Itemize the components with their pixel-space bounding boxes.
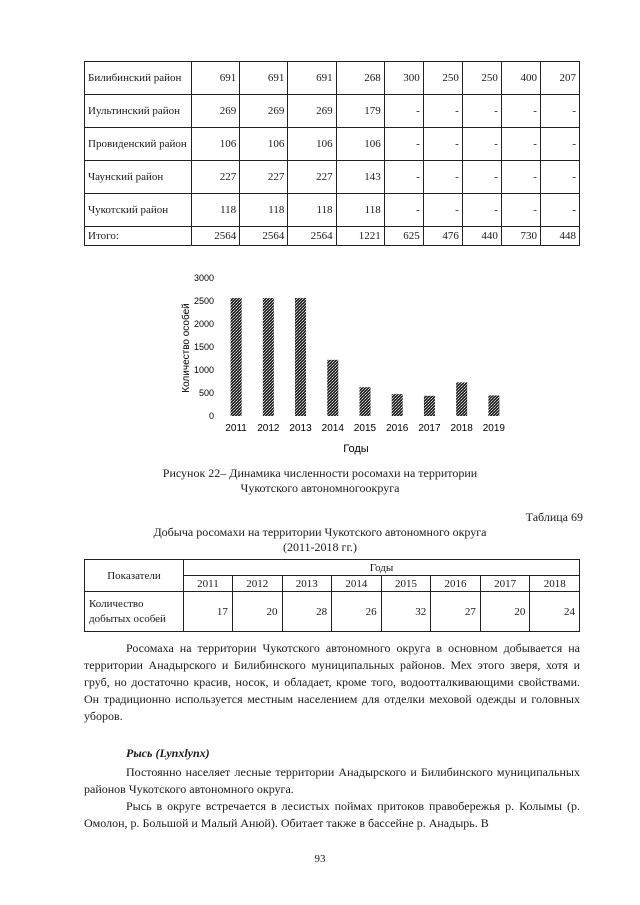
y-tick-label: 3000 — [193, 273, 214, 283]
x-tick-label: 2018 — [450, 423, 473, 434]
bar-2018 — [456, 382, 467, 416]
section-heading-lynx: Рысь (Lynxlynx) — [126, 746, 210, 760]
table-cell: 143 — [336, 161, 384, 194]
table-number: Таблица 69 — [525, 510, 583, 524]
table-cell: 32 — [381, 592, 431, 632]
table-cell: 691 — [192, 62, 240, 95]
figure-caption-line1: Рисунок 22– Динамика численности росомахи на территории — [162, 466, 478, 480]
bar-2017 — [424, 396, 435, 416]
table-cell: - — [462, 194, 501, 227]
table-cell: 625 — [384, 227, 423, 246]
y-tick-label: 1000 — [193, 365, 214, 375]
table-cell: 20 — [480, 592, 530, 632]
table-cell: - — [501, 128, 540, 161]
bar-2013 — [295, 298, 306, 416]
y-tick-label: 2500 — [193, 296, 214, 306]
district-name: Билибинский район — [85, 62, 192, 95]
table-cell: 250 — [462, 62, 501, 95]
table-row — [85, 194, 580, 227]
table-cell: 24 — [530, 592, 580, 632]
year-header: 2015 — [381, 576, 431, 592]
table-cell: 20 — [232, 592, 282, 632]
table-cell: 440 — [462, 227, 501, 246]
table-title-line2: (2011-2018 гг.) — [282, 540, 358, 554]
bar-2011 — [231, 298, 242, 416]
table-cell: - — [384, 161, 423, 194]
table-total-row — [85, 227, 580, 246]
table-row — [85, 592, 580, 632]
row-label: Количество добытых особей — [85, 592, 184, 632]
x-tick-label: 2015 — [353, 423, 377, 434]
table-cell: 17 — [184, 592, 233, 632]
table-row — [85, 161, 580, 194]
table-cell: - — [384, 194, 423, 227]
table-cell: 250 — [423, 62, 462, 95]
page-number: 93 — [314, 853, 326, 865]
table-cell: 106 — [336, 128, 384, 161]
paragraph-lynx-habitat: Постоянно населяет лесные территории Анадырского и Билибинского муниципальных районов Чукотского автономного округа. — [84, 765, 580, 796]
year-header: 2017 — [480, 576, 530, 592]
table-cell: 269 — [192, 95, 240, 128]
x-axis-label: Годы — [343, 443, 369, 455]
table-cell: 2564 — [240, 227, 288, 246]
table-cell: 2564 — [192, 227, 240, 246]
paragraph-lynx-range: Рысь в округе встречается в лесистых поймах притоков правобережья р. Колымы (р. Омолон, р. Большой и Малый Анюй). Обитает также в бассейне р. Анадырь. В — [84, 799, 580, 830]
table-cell: - — [501, 194, 540, 227]
table-cell: - — [540, 161, 579, 194]
population-bar-chart — [168, 268, 518, 458]
x-tick-label: 2013 — [289, 423, 312, 434]
table-cell: 207 — [540, 62, 579, 95]
y-tick-label: 500 — [198, 388, 214, 398]
bar-2014 — [327, 360, 338, 416]
bar-2015 — [360, 387, 371, 416]
table-cell: - — [540, 95, 579, 128]
table-cell: 691 — [288, 62, 336, 95]
district-name: Чукотский район — [85, 194, 192, 227]
x-tick-label: 2017 — [418, 423, 441, 434]
table-cell: - — [501, 161, 540, 194]
table-cell: 300 — [384, 62, 423, 95]
district-table-body — [85, 62, 580, 246]
table-cell: 28 — [282, 592, 332, 632]
table-cell: 118 — [336, 194, 384, 227]
table-cell: 730 — [501, 227, 540, 246]
indicator-header: Показатели — [85, 560, 184, 592]
table-cell: 118 — [240, 194, 288, 227]
year-header: 2012 — [232, 576, 282, 592]
paragraph-wolverine: Росомаха на территории Чукотского автономного округа в основном добывается на территории Анадырского и Билибинского муниципальных районов. Мех этого зверя, хотя и груб, но достаточно красив, носок, и обладает, кроме того, водоотталкивающими свойствами. Он традиционно используется местным населением для отделки меховой одежды и головных уборов. — [84, 641, 580, 723]
year-header: 2014 — [332, 576, 382, 592]
table-cell: 27 — [431, 592, 481, 632]
year-header: 2016 — [431, 576, 481, 592]
table-cell: 227 — [240, 161, 288, 194]
table-cell: 106 — [240, 128, 288, 161]
table-cell: - — [423, 95, 462, 128]
table-cell: 268 — [336, 62, 384, 95]
table-cell: 227 — [288, 161, 336, 194]
district-name: Чаунский район — [85, 161, 192, 194]
table-header-row — [85, 560, 580, 576]
table-cell: - — [462, 128, 501, 161]
table-cell: - — [501, 95, 540, 128]
table-cell: 269 — [288, 95, 336, 128]
table-cell: 118 — [192, 194, 240, 227]
table-cell: 179 — [336, 95, 384, 128]
x-tick-label: 2012 — [257, 423, 280, 434]
x-tick-label: 2011 — [225, 423, 247, 434]
y-axis-label: Количество особей — [181, 303, 192, 393]
district-population-table — [84, 61, 580, 246]
y-tick-label: 0 — [208, 411, 214, 421]
table-title-line1: Добыча росомахи на территории Чукотского автономного округа — [153, 525, 487, 539]
table-cell: 448 — [540, 227, 579, 246]
bar-2019 — [488, 395, 499, 416]
table-row — [85, 128, 580, 161]
table-cell: 106 — [288, 128, 336, 161]
table-cell: - — [462, 161, 501, 194]
table-title — [0, 525, 640, 555]
harvest-table — [84, 559, 580, 632]
harvest-table-body — [85, 560, 580, 632]
x-tick-label: 2014 — [321, 423, 344, 434]
table-cell: 26 — [332, 592, 382, 632]
figure-caption-line2: Чукотского автономногоокруга — [240, 481, 400, 495]
table-row — [85, 95, 580, 128]
table-cell: 1221 — [336, 227, 384, 246]
district-name: Провиденский район — [85, 128, 192, 161]
table-cell: - — [540, 194, 579, 227]
table-cell: - — [540, 128, 579, 161]
table-cell: 2564 — [288, 227, 336, 246]
total-label: Итого: — [85, 227, 192, 246]
district-name: Иультинский район — [85, 95, 192, 128]
table-cell: 269 — [240, 95, 288, 128]
table-cell: 400 — [501, 62, 540, 95]
table-cell: - — [423, 161, 462, 194]
table-cell: - — [384, 95, 423, 128]
table-cell: 476 — [423, 227, 462, 246]
table-cell: - — [423, 194, 462, 227]
table-cell: 106 — [192, 128, 240, 161]
table-cell: - — [423, 128, 462, 161]
figure-caption — [0, 466, 640, 496]
year-header: 2018 — [530, 576, 580, 592]
table-cell: - — [462, 95, 501, 128]
table-row — [85, 62, 580, 95]
x-tick-label: 2019 — [482, 423, 506, 434]
bar-2016 — [392, 394, 403, 416]
table-cell: 227 — [192, 161, 240, 194]
bar-2012 — [263, 298, 274, 416]
table-cell: 691 — [240, 62, 288, 95]
year-header: 2013 — [282, 576, 332, 592]
y-tick-label: 1500 — [193, 342, 214, 352]
x-tick-label: 2016 — [386, 423, 409, 434]
table-cell: - — [384, 128, 423, 161]
year-header: 2011 — [184, 576, 233, 592]
years-header: Годы — [184, 560, 580, 576]
table-cell: 118 — [288, 194, 336, 227]
y-tick-label: 2000 — [193, 319, 214, 329]
